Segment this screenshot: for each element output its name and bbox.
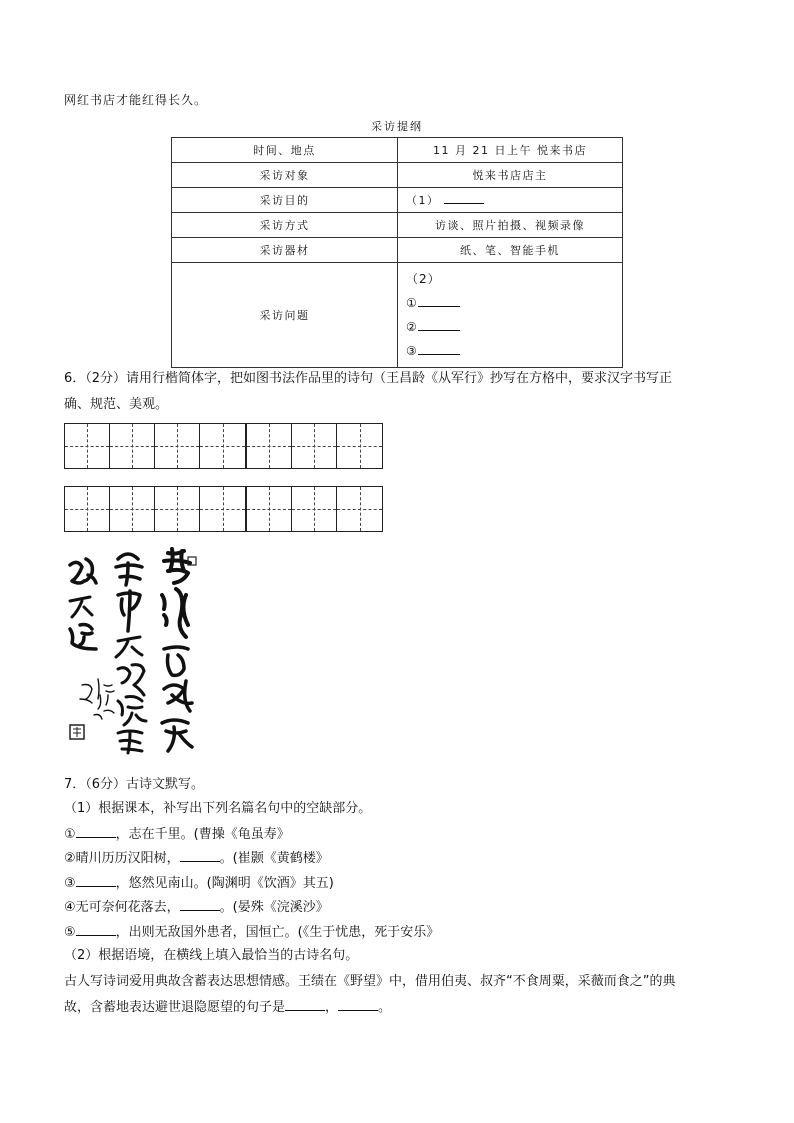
purpose-cell	[398, 188, 623, 213]
interview-outline-table	[171, 137, 623, 368]
fill-blank[interactable]	[285, 998, 325, 1011]
fill-blank[interactable]	[76, 874, 116, 887]
writing-cell[interactable]	[155, 487, 200, 531]
writing-cell[interactable]	[200, 424, 245, 468]
q7-context-paragraph	[64, 969, 734, 1021]
purpose-blank[interactable]	[444, 192, 484, 204]
writing-cell[interactable]	[337, 424, 382, 468]
fill-blank[interactable]	[180, 898, 220, 911]
row-value: 访谈、照片拍摄、视频录像	[398, 213, 623, 238]
q7-sub2: （2）根据语境，在横线上填入最恰当的古诗名句。	[64, 948, 359, 963]
writing-cell[interactable]	[292, 487, 337, 531]
questions-cell	[398, 263, 623, 368]
questions-head: （2）	[406, 272, 441, 286]
writing-cell[interactable]	[110, 424, 155, 468]
answer-blank[interactable]	[418, 318, 460, 331]
question-item: ①	[406, 291, 622, 315]
context-line-2: 故，含蓄地表达避世退隐愿望的句子是 ， 。	[64, 1000, 392, 1015]
writing-cell[interactable]	[110, 487, 155, 531]
table-row	[172, 188, 623, 213]
table-row	[172, 163, 623, 188]
writing-grid-row-1	[64, 423, 383, 469]
outline-title: 采访提纲	[371, 120, 423, 133]
writing-cell[interactable]	[65, 487, 110, 531]
writing-cell[interactable]	[200, 487, 245, 531]
row-value: 11 月 21 日上午 悦来书店	[398, 138, 623, 163]
writing-grid-row-2	[64, 486, 383, 532]
q7-item-2: ②晴川历历汉阳树， 。(崔颢《黄鹤楼》	[64, 851, 329, 866]
q6-line-2: 确、规范、美观。	[64, 397, 169, 412]
question-item: ②	[406, 315, 622, 339]
row-label: 采访方式	[172, 213, 398, 238]
q7-title: 7．（6分）古诗文默写。	[64, 777, 205, 792]
row-value: 悦来书店店主	[398, 163, 623, 188]
writing-cell[interactable]	[247, 424, 292, 468]
q7-sub1: （1）根据课本，补写出下列名篇名句中的空缺部分。	[64, 801, 372, 816]
fill-blank[interactable]	[76, 923, 116, 936]
q7-item-3: ③ ，悠然见南山。(陶渊明《饮酒》其五)	[64, 876, 334, 891]
purpose-number: （1）	[406, 194, 440, 207]
grid-group	[246, 486, 383, 532]
writing-cell[interactable]	[292, 424, 337, 468]
answer-blank[interactable]	[418, 294, 460, 307]
row-label: 时间、地点	[172, 138, 398, 163]
q7-item-5: ⑤ ，出则无敌国外患者，国恒亡。(《生于忧患，死于安乐》	[64, 925, 440, 940]
table-row	[172, 138, 623, 163]
writing-cell[interactable]	[65, 424, 110, 468]
writing-cell[interactable]	[337, 487, 382, 531]
row-label: 采访对象	[172, 163, 398, 188]
question-item: ③	[406, 339, 622, 363]
writing-cell[interactable]	[155, 424, 200, 468]
row-label: 采访目的	[172, 188, 398, 213]
grid-group	[64, 486, 246, 532]
grid-group	[64, 423, 246, 469]
row-label: 采访器材	[172, 238, 398, 263]
context-line-1: 古人写诗词爱用典故含蓄表达思想情感。王绩在《野望》中，借用伯夷、叔齐“不食周粟，采薇而食之”的典	[64, 974, 676, 989]
intro-text: 网红书店才能红得长久。	[64, 93, 208, 107]
row-value: 纸、笔、智能手机	[398, 238, 623, 263]
q7-item-1: ① ，志在千里。(曹操《龟虽寿》	[64, 827, 290, 842]
fill-blank[interactable]	[338, 998, 378, 1011]
q7-item-4: ④无可奈何花落去， 。(晏殊《浣溪沙》	[64, 900, 329, 915]
calligraphy-artwork	[60, 545, 205, 760]
table-row	[172, 213, 623, 238]
table-row	[172, 263, 623, 368]
writing-cell[interactable]	[247, 487, 292, 531]
answer-blank[interactable]	[418, 342, 460, 355]
row-label: 采访问题	[172, 263, 398, 368]
fill-blank[interactable]	[76, 825, 116, 838]
grid-group	[246, 423, 383, 469]
q6-line-1: 6．（2分）请用行楷简体字，把如图书法作品里的诗句（王昌龄《从军行》抄写在方格中，要求汉字书写正	[64, 371, 673, 386]
fill-blank[interactable]	[180, 849, 220, 862]
table-row	[172, 238, 623, 263]
